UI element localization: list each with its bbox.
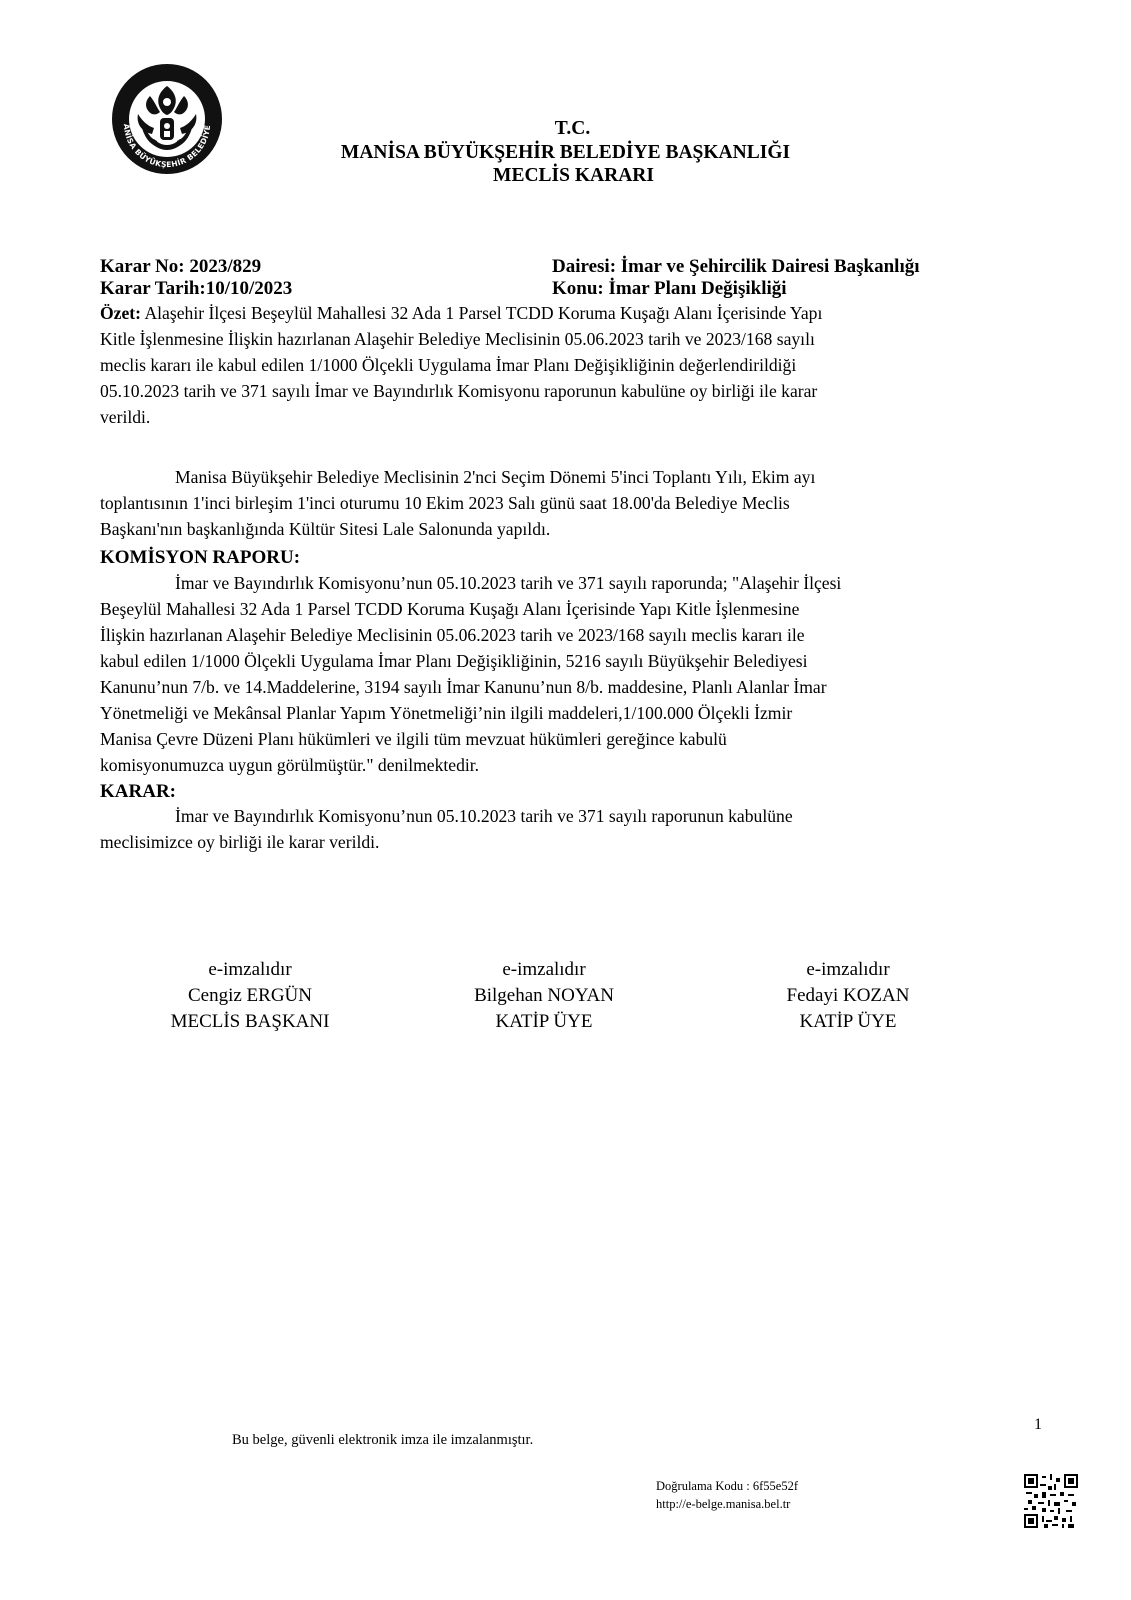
signature-status: e-imzalıdır (502, 959, 586, 980)
komisyon-line: komisyonumuzca uygun görülmüştür." denilmektedir. (100, 755, 480, 775)
intro-paragraph (100, 464, 1008, 542)
header-tc: T.C. (554, 118, 591, 139)
komisyon-line: Manisa Çevre Düzeni Planı hükümleri ve ilgili tüm mevzuat hükümleri gereğince kabulü (100, 729, 727, 749)
dairesi: Dairesi: İmar ve Şehircilik Dairesi Başkanlığı (552, 256, 920, 277)
ozet-line: verildi. (100, 407, 151, 427)
komisyon-text (100, 570, 1008, 778)
document-type-title: MECLİS KARARI (493, 165, 654, 186)
esign-note: Bu belge, güvenli elektronik imza ile imzalanmıştır. (232, 1432, 534, 1448)
verification-url[interactable]: http://e-belge.manisa.bel.tr (656, 1497, 791, 1511)
ozet-line: meclis kararı ile kabul edilen 1/1000 Ölçekli Uygulama İmar Planı Değişikliğinin değerlendirildiği (100, 355, 797, 375)
qr-code-icon (1024, 1474, 1078, 1528)
komisyon-line: Yönetmeliği ve Mekânsal Planlar Yapım Yönetmeliği’nin ilgili maddeleri,1/100.000 Ölçekli İzmir (100, 703, 793, 723)
signature-name: Fedayi KOZAN (786, 985, 910, 1006)
karar-no: Karar No: 2023/829 (100, 256, 262, 277)
karar-line: meclisimizce oy birliği ile karar verildi. (100, 832, 380, 852)
logo-ring-text: ANİSA BÜYÜKŞEHİR BELEDİYE (121, 123, 213, 170)
signature-status: e-imzalıdır (208, 959, 292, 980)
intro-line: Manisa Büyükşehir Belediye Meclisinin 2'nci Seçim Dönemi 5'inci Toplantı Yılı, Ekim ayı (175, 467, 816, 487)
verification-code: Doğrulama Kodu : 6f55e52f (656, 1479, 798, 1493)
signature-name: Bilgehan NOYAN (474, 985, 614, 1006)
signature-title: KATİP ÜYE (799, 1011, 897, 1032)
signature-block (738, 957, 958, 1035)
karar-tarihi: Karar Tarih:10/10/2023 (100, 278, 293, 299)
komisyon-heading: KOMİSYON RAPORU: (100, 547, 301, 568)
karar-line: İmar ve Bayındırlık Komisyonu’nun 05.10.2023 tarih ve 371 sayılı raporunun kabulüne (175, 806, 793, 826)
komisyon-line: kabul edilen 1/1000 Ölçekli Uygulama İmar Planı Değişikliğinin, 5216 sayılı Büyükşehir Belediyesi (100, 651, 808, 671)
ozet-line: Kitle İşlenmesine İlişkin hazırlanan Alaşehir Belediye Meclisinin 05.06.2023 tarih ve 2023/168 sayılı (100, 329, 815, 349)
signature-name: Cengiz ERGÜN (187, 985, 312, 1006)
ozet-line: 05.10.2023 tarih ve 371 sayılı İmar ve Bayındırlık Komisyonu raporunun kabulüne oy birliği ile karar (100, 381, 818, 401)
konu: Konu: İmar Planı Değişikliği (552, 278, 787, 299)
signature-title: KATİP ÜYE (495, 1011, 593, 1032)
signature-block (140, 957, 360, 1035)
intro-line: Başkanı'nın başkanlığında Kültür Sitesi Lale Salonunda yapıldı. (100, 519, 551, 539)
ozet-label: Özet: (100, 303, 142, 323)
ozet-line: Alaşehir İlçesi Beşeylül Mahallesi 32 Ada 1 Parsel TCDD Koruma Kuşağı Alanı İçerisinde Yapı (141, 303, 823, 323)
institution-title: MANİSA BÜYÜKŞEHİR BELEDİYE BAŞKANLIĞI (340, 142, 791, 163)
komisyon-line: İlişkin hazırlanan Alaşehir Belediye Meclisinin 05.06.2023 tarih ve 2023/168 sayılı meclis kararı ile (100, 625, 805, 645)
komisyon-line: İmar ve Bayındırlık Komisyonu’nun 05.10.2023 tarih ve 371 sayılı raporunda; "Alaşehir İlçesi (175, 573, 842, 593)
komisyon-line: Beşeylül Mahallesi 32 Ada 1 Parsel TCDD Koruma Kuşağı Alanı İçerisinde Yapı Kitle İşlenmesine (100, 599, 800, 619)
signature-block (434, 957, 654, 1035)
karar-text (100, 803, 1008, 855)
ozet-section (100, 300, 1008, 430)
signature-status: e-imzalıdır (806, 959, 890, 980)
signature-title: MECLİS BAŞKANI (170, 1011, 330, 1032)
karar-heading: KARAR: (100, 781, 176, 802)
komisyon-line: Kanunu’nun 7/b. ve 14.Maddelerine, 3194 sayılı İmar Kanunu’nun 8/b. maddesine, Planlı Alanlar İmar (100, 677, 827, 697)
page-number: 1 (1034, 1416, 1042, 1433)
intro-line: toplantısının 1'inci birleşim 1'inci oturumu 10 Ekim 2023 Salı günü saat 18.00'da Belediye Meclis (100, 493, 790, 513)
